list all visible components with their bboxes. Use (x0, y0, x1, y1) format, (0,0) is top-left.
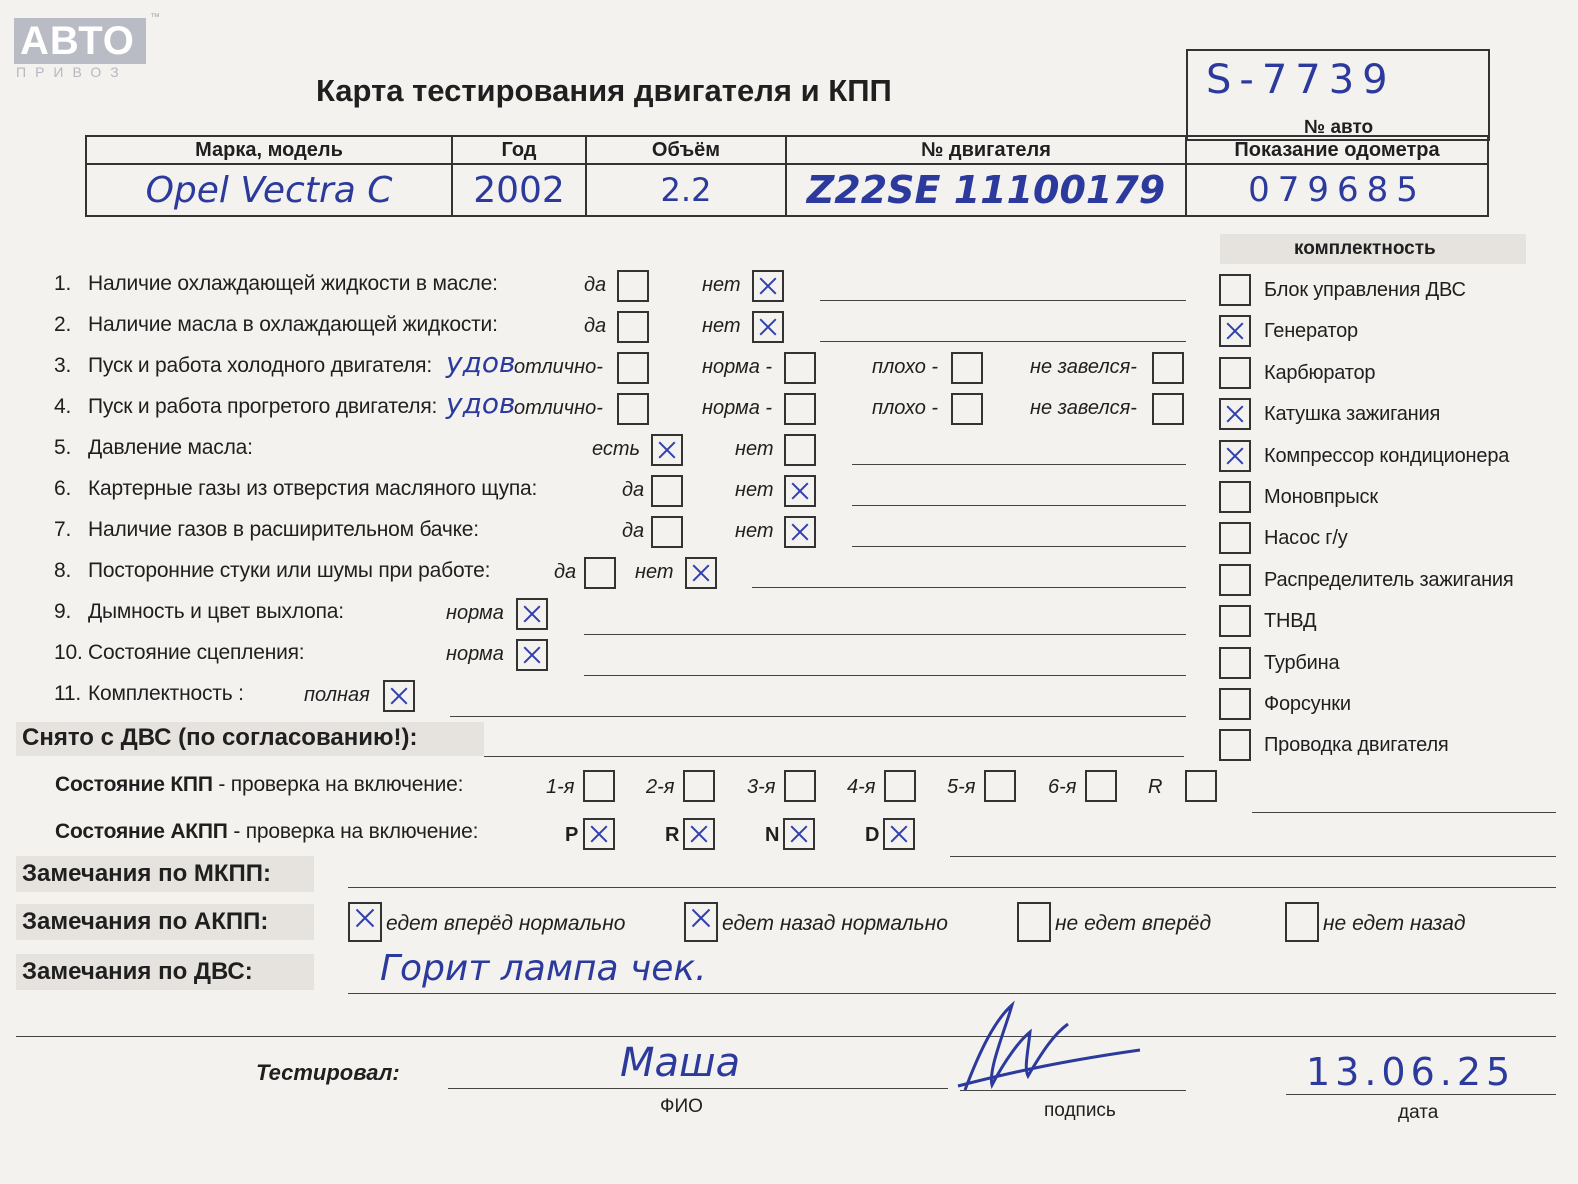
option-checkbox[interactable] (951, 393, 983, 425)
option-label: да (554, 561, 577, 583)
mode-checkbox[interactable] (883, 818, 915, 850)
completeness-item-label: Проводка двигателя (1264, 734, 1449, 756)
row-label: Наличие масла в охлаждающей жидкости: (88, 313, 498, 336)
option-label: не завелся- (1030, 397, 1137, 419)
option-label: норма (446, 643, 504, 665)
row-label: Пуск и работа прогретого двигателя: (88, 395, 438, 418)
row-number: 7. (54, 518, 72, 541)
row-line (584, 634, 1186, 635)
completeness-checkbox[interactable] (1219, 564, 1251, 596)
akpp-line (950, 856, 1556, 857)
row-label: Дымность и цвет выхлопа: (88, 600, 344, 623)
row-number: 4. (54, 395, 72, 418)
mode-label: D (865, 824, 880, 846)
option-checkbox[interactable] (516, 598, 548, 630)
notes-extra-line (16, 1036, 1556, 1037)
option-checkbox[interactable] (1152, 352, 1184, 384)
completeness-item-label: Моновпрыск (1264, 486, 1378, 508)
mode-checkbox[interactable] (683, 818, 715, 850)
option-label: да (622, 520, 645, 542)
completeness-checkbox[interactable] (1219, 440, 1251, 472)
completeness-item-label: Компрессор кондиционера (1264, 445, 1510, 467)
option-checkbox[interactable] (617, 352, 649, 384)
removed-label: Снято с ДВС (по согласованию!): (22, 724, 418, 751)
option-label: нет (735, 438, 774, 460)
row-number: 5. (54, 436, 72, 459)
val-odometer: 079685 (1186, 164, 1488, 216)
gear-checkbox[interactable] (884, 770, 916, 802)
option-label: нет (635, 561, 674, 583)
date-caption: дата (1398, 1102, 1439, 1123)
akpp-note-label: не едет назад (1323, 912, 1466, 935)
notes-mkpp-line (348, 887, 1556, 888)
row-label: Посторонние стуки или шумы при работе: (88, 559, 491, 582)
date-line (1286, 1094, 1556, 1095)
completeness-title: комплектность (1294, 238, 1436, 259)
logo-main: АВТО (14, 18, 146, 64)
stock-box (1186, 49, 1490, 141)
stock-number: S-7739 (1206, 57, 1396, 103)
gear-checkbox[interactable] (984, 770, 1016, 802)
option-checkbox[interactable] (784, 352, 816, 384)
row-number: 2. (54, 313, 72, 336)
option-label: полная (304, 684, 370, 706)
option-label: отлично- (514, 397, 603, 419)
completeness-checkbox[interactable] (1219, 315, 1251, 347)
row-label: Картерные газы из отверстия масляного щупа: (88, 477, 538, 500)
completeness-item-label: Генератор (1264, 320, 1358, 342)
option-checkbox[interactable] (784, 434, 816, 466)
gear-label: R (1148, 776, 1163, 798)
signature-line (960, 1090, 1186, 1091)
option-checkbox[interactable] (784, 516, 816, 548)
gear-label: 4-я (847, 776, 876, 798)
completeness-item-label: Блок управления ДВС (1264, 279, 1466, 301)
row-label: Наличие охлаждающей жидкости в масле: (88, 272, 498, 295)
logo-sub: ПРИВОЗ (16, 64, 128, 80)
mode-label: N (765, 824, 780, 846)
option-label: да (584, 274, 607, 296)
gear-label: 3-я (747, 776, 776, 798)
option-checkbox[interactable] (516, 639, 548, 671)
akpp-label (55, 820, 478, 844)
completeness-checkbox[interactable] (1219, 357, 1251, 389)
option-label: да (584, 315, 607, 337)
tested-by-label: Тестировал: (256, 1060, 400, 1085)
option-label: да (622, 479, 645, 501)
kpp-line (1252, 812, 1556, 813)
completeness-checkbox[interactable] (1219, 398, 1251, 430)
notes-mkpp-label: Замечания по МКПП: (22, 860, 272, 887)
col-engine-no: № двигателя (786, 136, 1186, 164)
col-odometer: Показание одометра (1186, 136, 1488, 164)
option-checkbox[interactable] (617, 311, 649, 343)
row-number: 1. (54, 272, 72, 295)
row-label: Комплектность : (88, 682, 244, 705)
akpp-label-rest: - проверка на включение: (227, 820, 479, 843)
option-checkbox[interactable] (383, 680, 415, 712)
akpp-note-label: не едет вперёд (1055, 912, 1212, 935)
completeness-item-label: Катушка зажигания (1264, 403, 1441, 425)
signature-caption: подпись (1044, 1100, 1116, 1121)
row-line (852, 464, 1186, 465)
row-label: Состояние сцепления: (88, 641, 305, 664)
signature (950, 990, 1150, 1100)
option-checkbox[interactable] (584, 557, 616, 589)
notes-akpp-label: Замечания по АКПП: (22, 908, 269, 935)
mode-checkbox[interactable] (583, 818, 615, 850)
tester-name: Маша (620, 1040, 741, 1086)
row-note: удов (446, 387, 516, 420)
col-volume: Объём (586, 136, 786, 164)
akpp-label-bold: Состояние АКПП (55, 820, 228, 843)
row-line (820, 300, 1186, 301)
row-label: Давление масла: (88, 436, 253, 459)
completeness-checkbox[interactable] (1219, 481, 1251, 513)
option-label: плохо - (872, 397, 939, 419)
option-checkbox[interactable] (752, 311, 784, 343)
completeness-checkbox[interactable] (1219, 729, 1251, 761)
completeness-checkbox[interactable] (1219, 647, 1251, 679)
mode-checkbox[interactable] (783, 818, 815, 850)
row-line (584, 675, 1186, 676)
row-number: 9. (54, 600, 72, 623)
completeness-checkbox[interactable] (1219, 688, 1251, 720)
option-checkbox[interactable] (617, 270, 649, 302)
option-label: нет (735, 520, 774, 542)
option-checkbox[interactable] (784, 393, 816, 425)
option-label: нет (702, 315, 741, 337)
completeness-item-label: Карбюратор (1264, 362, 1376, 384)
kpp-label-rest: - проверка на включение: (212, 773, 464, 796)
completeness-item-label: Турбина (1264, 652, 1340, 674)
col-make-model: Марка, модель (86, 136, 452, 164)
option-checkbox[interactable] (651, 434, 683, 466)
mode-label: R (665, 824, 680, 846)
option-label: норма (446, 602, 504, 624)
option-checkbox[interactable] (617, 393, 649, 425)
akpp-note-checkbox[interactable] (1285, 902, 1319, 942)
val-engine-no: Z22SE 11100179 (786, 164, 1186, 216)
option-checkbox[interactable] (784, 475, 816, 507)
option-checkbox[interactable] (685, 557, 717, 589)
row-line (450, 716, 1186, 717)
option-checkbox[interactable] (1152, 393, 1184, 425)
row-line (820, 341, 1186, 342)
notes-dvs-label: Замечания по ДВС: (22, 958, 253, 985)
completeness-item-label: ТНВД (1264, 610, 1317, 632)
val-year: 2002 (452, 164, 586, 216)
option-label: норма - (702, 356, 773, 378)
row-line (852, 505, 1186, 506)
completeness-checkbox[interactable] (1219, 274, 1251, 306)
row-number: 3. (54, 354, 72, 377)
logo (14, 12, 160, 82)
option-label: отлично- (514, 356, 603, 378)
gear-label: 2-я (646, 776, 675, 798)
option-label: нет (702, 274, 741, 296)
gear-checkbox[interactable] (1085, 770, 1117, 802)
option-label: плохо - (872, 356, 939, 378)
row-number: 10. (54, 641, 83, 664)
avto-no-label: № авто (1304, 117, 1374, 138)
gear-checkbox[interactable] (583, 770, 615, 802)
gear-label: 6-я (1048, 776, 1077, 798)
vehicle-table (85, 135, 1489, 217)
option-label: норма - (702, 397, 773, 419)
row-number: 6. (54, 477, 72, 500)
row-number: 11. (54, 682, 82, 705)
option-label: нет (735, 479, 774, 501)
mode-label: P (565, 824, 579, 846)
option-checkbox[interactable] (651, 475, 683, 507)
col-year: Год (452, 136, 586, 164)
row-note: удов (446, 346, 516, 379)
row-label: Наличие газов в расширительном бачке: (88, 518, 479, 541)
gear-checkbox[interactable] (784, 770, 816, 802)
completeness-checkbox[interactable] (1219, 522, 1251, 554)
gear-label: 1-я (546, 776, 575, 798)
option-label: есть (592, 438, 641, 460)
option-checkbox[interactable] (651, 516, 683, 548)
test-date: 13.06.25 (1306, 1050, 1516, 1094)
kpp-label (55, 773, 463, 797)
completeness-item-label: Распределитель зажигания (1264, 569, 1514, 591)
tester-name-caption: ФИО (660, 1096, 703, 1117)
akpp-note-label: едет вперёд нормально (386, 912, 626, 935)
row-label: Пуск и работа холодного двигателя: (88, 354, 432, 377)
val-make-model: Opel Vectra C (86, 164, 452, 216)
option-checkbox[interactable] (951, 352, 983, 384)
logo-tm: ™ (150, 12, 160, 23)
row-number: 8. (54, 559, 72, 582)
notes-dvs-value: Горит лампа чек. (380, 948, 707, 989)
option-label: не завелся- (1030, 356, 1137, 378)
completeness-item-label: Насос г/у (1264, 527, 1348, 549)
page-title: Карта тестирования двигателя и КПП (316, 73, 892, 108)
tester-name-line (448, 1088, 948, 1089)
row-line (752, 587, 1186, 588)
gear-checkbox[interactable] (1185, 770, 1217, 802)
row-line (852, 546, 1186, 547)
akpp-note-checkbox[interactable] (1017, 902, 1051, 942)
akpp-note-label: едет назад нормально (722, 912, 948, 935)
completeness-checkbox[interactable] (1219, 605, 1251, 637)
val-volume: 2.2 (586, 164, 786, 216)
gear-label: 5-я (947, 776, 976, 798)
gear-checkbox[interactable] (683, 770, 715, 802)
akpp-note-checkbox[interactable] (348, 902, 382, 942)
option-checkbox[interactable] (752, 270, 784, 302)
removed-line (484, 756, 1184, 757)
akpp-note-checkbox[interactable] (684, 902, 718, 942)
kpp-label-bold: Состояние КПП (55, 773, 213, 796)
completeness-item-label: Форсунки (1264, 693, 1351, 715)
